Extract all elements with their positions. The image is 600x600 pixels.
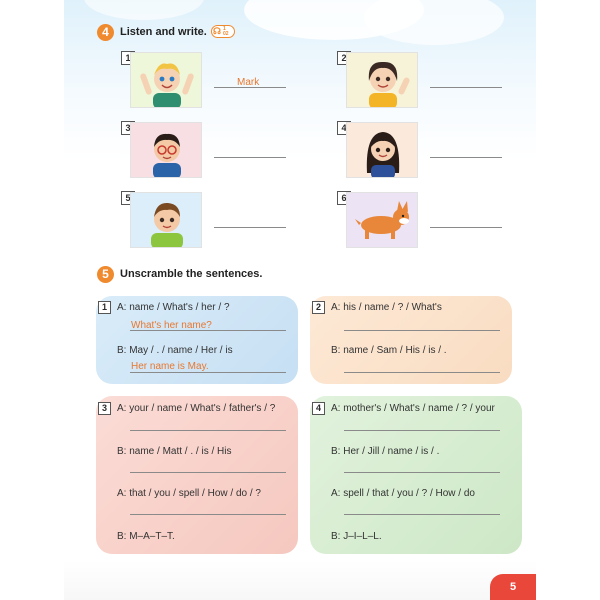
write-line[interactable]: [430, 227, 502, 228]
scrambled-sentence: B: name / Sam / His / is / .: [331, 345, 447, 356]
picture-girl-long-dark-hair: [346, 122, 418, 178]
item-number: 5: [121, 191, 135, 205]
scrambled-sentence: B: Her / Jill / name / is / .: [331, 446, 440, 457]
audio-code: 1 02: [223, 26, 229, 37]
answer-text: Mark: [237, 77, 260, 88]
write-line[interactable]: [130, 472, 286, 473]
scrambled-sentence: B: May / . / name / Her / is: [117, 345, 233, 356]
panel-number: 4: [312, 402, 325, 415]
scrambled-sentence: A: mother's / What's / name / ? / your: [331, 403, 495, 414]
write-line[interactable]: [130, 372, 286, 373]
write-line[interactable]: [344, 472, 500, 473]
picture-girl-yellow-shirt: [346, 52, 418, 108]
scrambled-sentence: A: that / you / spell / How / do / ?: [117, 488, 261, 499]
scrambled-sentence: A: name / What's / her / ?: [117, 302, 230, 313]
scrambled-sentence: B: name / Matt / . / is / His: [117, 446, 232, 457]
page-number: 5: [490, 574, 536, 600]
write-line[interactable]: [130, 330, 286, 331]
item-number: 2: [337, 51, 351, 65]
write-line[interactable]: [130, 430, 286, 431]
picture-boy-brown-hair: [130, 192, 202, 248]
write-line[interactable]: [430, 87, 502, 88]
headphones-icon: ☊: [213, 26, 221, 36]
write-line[interactable]: [214, 227, 286, 228]
item-number: 4: [337, 121, 351, 135]
panel-number: 1: [98, 301, 111, 314]
scrambled-sentence: A: spell / that / you / ? / How / do: [331, 488, 475, 499]
panel-number: 2: [312, 301, 325, 314]
write-line[interactable]: [214, 87, 286, 88]
section-4-number: 4: [97, 24, 114, 41]
picture-corgi-dog: [346, 192, 418, 248]
picture-boy-glasses: [130, 122, 202, 178]
picture-boy-blond-waving: [130, 52, 202, 108]
scrambled-sentence: A: his / name / ? / What's: [331, 302, 442, 313]
write-line[interactable]: [344, 330, 500, 331]
write-line[interactable]: [344, 430, 500, 431]
write-line[interactable]: [344, 514, 500, 515]
item-number: 1: [121, 51, 135, 65]
section-5-number: 5: [97, 266, 114, 283]
scrambled-sentence: B: M–A–T–T.: [117, 531, 175, 542]
item-number: 6: [337, 191, 351, 205]
answer-text: What's her name?: [131, 320, 212, 331]
section-5-title: Unscramble the sentences.: [120, 268, 263, 280]
write-line[interactable]: [214, 157, 286, 158]
section-4-title: Listen and write.: [120, 26, 207, 38]
write-line[interactable]: [130, 514, 286, 515]
scrambled-sentence: A: your / name / What's / father's / ?: [117, 403, 276, 414]
audio-track-badge[interactable]: [211, 25, 235, 38]
answer-text: Her name is May.: [131, 361, 209, 372]
write-line[interactable]: [430, 157, 502, 158]
item-number: 3: [121, 121, 135, 135]
scrambled-sentence: B: J–I–L–L.: [331, 531, 382, 542]
cloud-decoration: [364, 0, 504, 45]
write-line[interactable]: [344, 372, 500, 373]
workbook-page: [64, 0, 536, 600]
cloud-decoration: [84, 0, 204, 20]
panel-number: 3: [98, 402, 111, 415]
